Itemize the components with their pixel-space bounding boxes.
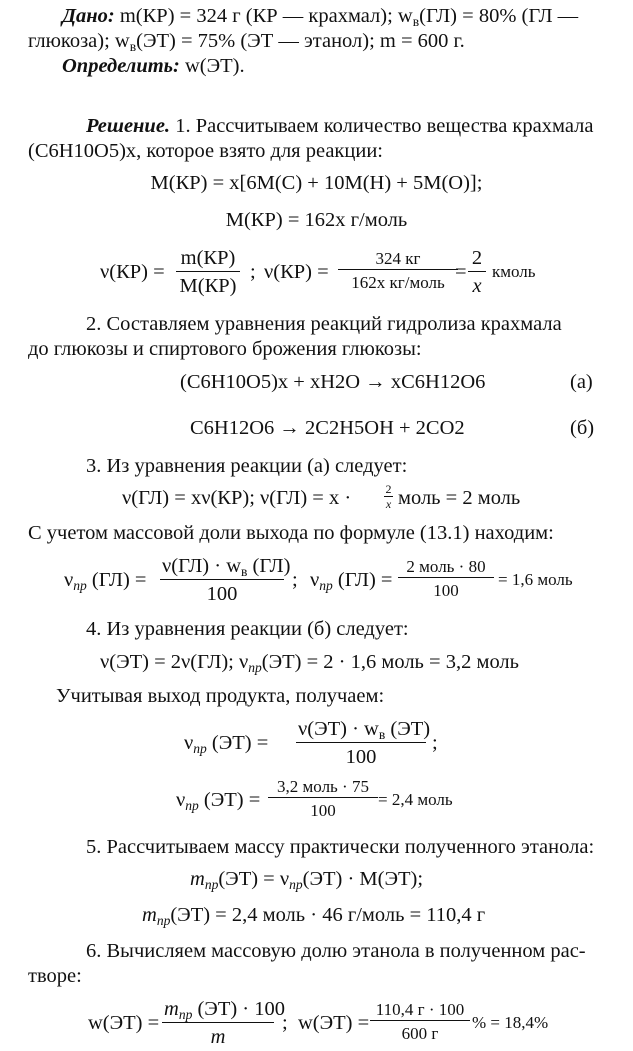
nu-pr-sub-4: пр [185,798,199,814]
given-text-2: (ГЛ) = 80% (ГЛ — [419,5,579,27]
eq5-sub-3: пр [156,913,171,929]
eq-molar-2: M(КР) = 162x г/моль [225,209,408,231]
separator-3: ; [432,732,438,754]
separator: ; [250,261,256,283]
reaction-b-tag: (б) [570,417,595,439]
nu-pr-gl-num-sub: в [241,564,248,580]
nu-pr-gl-rest: (ГЛ) = [86,569,147,591]
nu-kr-unit: кмоль [492,262,536,281]
eq4-b: (ЭТ) = 2 · 1,6 моль = 3,2 моль [261,651,520,673]
eq5-m-2: m [142,904,157,926]
eq5-b2: (ЭТ) = 2,4 моль · 46 г/моль = 110,4 г [170,904,486,926]
w-num [162,998,285,1023]
reaction-a: (C6H10O5)x + xH2O → xC6H12O6 [180,371,486,393]
nu-pr-sub-3: пр [193,741,207,757]
separator-2: ; [292,569,298,591]
nu-kr-num: m(КР) [176,248,240,272]
nu-pr-et-num [296,718,431,743]
nu-pr-gl-num [160,555,291,580]
w-lhs-2: w(ЭТ) = [298,1012,370,1034]
nu-pr-et-num-rest: (ЭТ) [385,718,431,740]
nu-kr-fraction-3 [468,248,486,296]
nu-pr-et-fraction [296,718,431,768]
separator-4: ; [282,1012,288,1034]
nu-pr-et-lhs [184,732,269,757]
reaction-a-tag: (а) [570,371,593,393]
given-line2-a: глюкоза); w [28,30,130,52]
nu-pr-et-den2: 100 [310,801,336,820]
eq5-b [142,904,486,929]
nu-pr-et-fraction-2 [268,778,378,819]
nu-pr-sub-2: пр [319,578,333,594]
nu-pr-et-result: = 2,4 моль [378,790,453,809]
w-den [162,1023,274,1048]
nu-pr-gl-den: 100 [206,582,238,605]
w-lhs: w(ЭТ) = [88,1012,160,1034]
w-den-m: m [210,1025,226,1048]
w-fraction-2 [370,1001,470,1042]
nu-pr-gl-num-a: ν(ГЛ) · w [162,555,242,577]
eq5-sub-2: пр [289,877,303,893]
step1-line2: (C6H10O5)x, которое взято для реакции: [28,140,383,162]
step2-line1: 2. Составляем уравнения реакций гидролиза крахмала [86,313,562,335]
given-line-1 [62,5,579,30]
eq5-sub-1: пр [204,877,219,893]
nu-kr-den2: 162x кг/моль [351,273,445,292]
w-result: % = 18,4% [472,1013,549,1032]
given-line2-sub: в [129,39,137,55]
step3-line: 3. Из уравнения реакции (а) следует: [86,455,408,477]
nu-kr-lhs: ν(КР) = [100,261,165,283]
step2-line2: до глюкозы и спиртового брожения глюкозы: [28,338,422,360]
nu-pr-et-rest-2: (ЭТ) = [198,789,261,811]
nu-pr-et-num-sub: в [378,727,386,743]
nu-pr-gl-rest-2: (ГЛ) = [332,569,393,591]
nu-pr-et-den: 100 [345,745,377,768]
w-num-b: (ЭТ) · 100 [192,998,285,1020]
nu-pr-et-rest: (ЭТ) = [206,732,269,754]
eq5-a2: (ЭТ) = ν [218,868,290,890]
eq5-a3: (ЭТ) · M(ЭТ); [302,868,424,890]
w-num2: 110,4 г · 100 [370,1001,470,1021]
step6-line1: 6. Вычисляем массовую долю этанола в полученном рас- [86,940,586,962]
nu-kr-fraction [176,248,240,296]
step6-line2: творе: [28,965,82,987]
eq3-b: моль = 2 моль [398,487,521,509]
step5-line: 5. Рассчитываем массу практически полученного этанола: [86,836,595,858]
given-label: Дано: [62,5,115,27]
step1-text: 1. Рассчитываем количество вещества крахмала [170,115,594,137]
nu-pr-et-lhs-2 [176,789,261,814]
given-line-2 [28,30,465,55]
solution-label: Решение. [86,115,171,137]
nu-pr-gl-num-rest: (ГЛ) [247,555,291,577]
eq3-a: ν(ГЛ) = xν(КР); ν(ГЛ) = x · [122,487,352,509]
eq4-a: ν(ЭТ) = 2ν(ГЛ); ν [100,651,249,673]
nu-kr-num2: 324 кг [338,250,458,270]
find-label: Определить: [62,55,180,77]
nu-pr-gl-result: = 1,6 моль [498,570,573,589]
nu-pr-gl-lhs [64,569,147,594]
nu-pr-et-num2: 3,2 моль · 75 [268,778,378,798]
nu-symbol-2: ν [310,569,320,591]
eq3-frac-den: x [385,497,392,511]
step4-line: 4. Из уравнения реакции (б) следует: [86,618,409,640]
nu-symbol-3: ν [184,732,194,754]
nu-pr-gl-lhs-2 [310,569,393,594]
eq5-m: m [190,868,205,890]
nu-pr-gl-fraction-2 [398,558,494,599]
eq-molar-1: M(КР) = x[6M(C) + 10M(H) + 5M(O)]; [150,172,483,194]
find-line [62,56,245,77]
nu-symbol: ν [64,569,74,591]
reaction-b: C6H12O6 → 2C2H5OH + 2CO2 [190,417,465,439]
nu-pr-gl-den2: 100 [433,581,459,600]
eq3-fraction [384,483,393,510]
nu-kr-eq: = [455,261,467,283]
yield-line: Учитывая выход продукта, получаем: [56,685,385,707]
given-line2-b: (ЭТ) = 75% (ЭТ — этанол); m = 600 г. [136,30,465,52]
w-num-m: m [164,998,179,1020]
w-fraction [162,998,285,1048]
nu-kr-num3: 2 [468,248,486,272]
nu-pr-gl-num2: 2 моль · 80 [398,558,494,578]
step3-mass-line: С учетом массовой доли выхода по формуле (13.1) находим: [28,522,554,544]
eq4-sub: пр [248,660,262,676]
w-den2: 600 г [401,1024,439,1043]
nu-pr-sub: пр [73,578,87,594]
find-text: w(ЭТ). [179,55,245,77]
nu-kr-den3: x [472,274,482,297]
eq3-frac-num: 2 [385,482,392,496]
nu-kr-fraction-2 [338,250,458,291]
nu-symbol-4: ν [176,789,186,811]
given-sub-1: в [412,14,420,30]
eq5-a [190,868,424,893]
nu-kr-den: M(КР) [179,274,237,297]
nu-kr-lhs2: ν(КР) = [264,261,329,283]
nu-pr-gl-fraction [160,555,291,605]
step1-line [86,116,593,137]
given-text-1: m(КР) = 324 г (КР — крахмал); w [114,5,413,27]
nu-pr-et-num-a: ν(ЭТ) · w [298,718,379,740]
eq4 [100,651,520,676]
w-num-sub: пр [178,1007,193,1023]
